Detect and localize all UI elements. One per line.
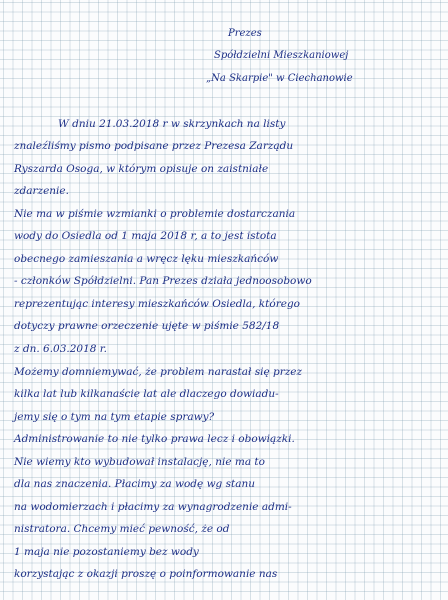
- letter-line-2: znaleźliśmy pismo podpisane przez Prezesa Zarządu: [14, 140, 294, 152]
- letter-line-19: nistratora. Chcemy mieć pewność, że od: [14, 523, 230, 535]
- letter-line-8: - członków Spółdzielni. Pan Prezes działa jednoosobowo: [14, 275, 312, 287]
- letter-line-12: Możemy domniemywać, że problem narastał się przez: [14, 366, 303, 378]
- letter-line-11: z dn. 6.03.2018 r.: [14, 343, 108, 355]
- letter-line-5: Nie ma w piśmie wzmianki o problemie dostarczania: [14, 208, 296, 220]
- letter-line-10: dotyczy prawne orzeczenie ujęte w piśmie 582/18: [14, 320, 280, 332]
- letter-line-21: korzystając z okazji proszę o poinformowanie nas: [14, 568, 278, 580]
- letter-line-15: Administrowanie to nie tylko prawa lecz i obowiązki.: [14, 433, 295, 445]
- letter-line-17: dla nas znaczenia. Płacimy za wodę wg stanu: [14, 478, 256, 490]
- letter-line-3: Ryszarda Osoga, w którym opisuje on zaistniałe: [14, 163, 269, 175]
- letter-line-20: 1 maja nie pozostaniemy bez wody: [14, 546, 199, 558]
- letter-line-6: wody do Osiedla od 1 maja 2018 r, a to jest istota: [14, 230, 277, 242]
- letter-line-9: reprezentując interesy mieszkańców Osiedla, którego: [14, 298, 300, 310]
- letter-line-7: obecnego zamieszania a wręcz lęku mieszkańców: [14, 253, 279, 265]
- recipient-organization: Spółdzielni Mieszkaniowej: [214, 50, 349, 61]
- recipient-location: „Na Skarpie" w Ciechanowie: [206, 73, 353, 84]
- recipient-title: Prezes: [228, 28, 262, 39]
- letter-line-1: W dniu 21.03.2018 r w skrzynkach na listy: [58, 118, 286, 130]
- letter-line-14: jemy się o tym na tym etapie sprawy?: [14, 411, 215, 423]
- letter-line-18: na wodomierzach i płacimy za wynagrodzenie admi-: [14, 501, 292, 513]
- letter-line-4: zdarzenie.: [14, 185, 69, 197]
- letter-line-13: kilka lat lub kilkanaście lat ale dlaczego dowiadu-: [14, 388, 279, 400]
- letter-line-16: Nie wiemy kto wybudował instalację, nie ma to: [14, 456, 265, 468]
